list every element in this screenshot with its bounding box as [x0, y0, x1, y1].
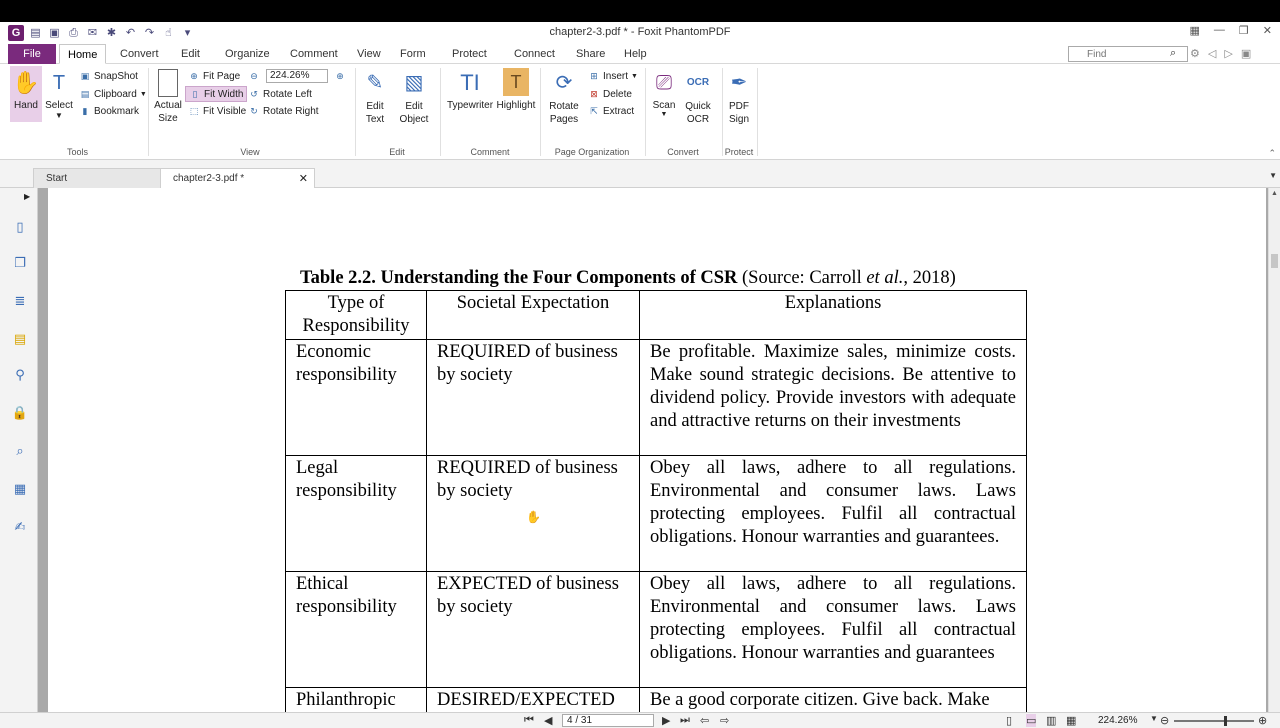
tab-view[interactable]: View: [357, 48, 381, 60]
print-icon[interactable]: ⎙: [69, 26, 78, 39]
zoom-slider-knob[interactable]: [1224, 716, 1227, 726]
edit-group-label: Edit: [389, 147, 405, 157]
protect-group-label: Protect: [724, 147, 754, 157]
fit-page-icon: ⊕: [190, 71, 198, 81]
tab-connect[interactable]: Connect: [514, 48, 555, 60]
tab-document[interactable]: chapter2-3.pdf * ✕: [160, 168, 315, 188]
fit-visible-button[interactable]: ⬚ Fit Visible: [189, 105, 247, 117]
save-icon[interactable]: ▣: [49, 26, 60, 39]
next-view-icon[interactable]: ⇨: [720, 715, 730, 727]
cell-explanation: Obey all laws, adhere to all regulations. Environmental and consumer laws. Laws protecting employees. Fulfil all contractual obligations. Honour warranties and guarantees.: [640, 456, 1027, 572]
zoom-level[interactable]: 224.26%: [1098, 715, 1138, 726]
bookmarks-panel-icon[interactable]: ❐: [14, 255, 26, 270]
tab-convert[interactable]: Convert: [120, 48, 159, 60]
clipboard-icon: ▤: [80, 89, 90, 99]
cell-expectation: REQUIRED of business by society: [427, 340, 640, 456]
continuous-view-icon[interactable]: ▭: [1026, 715, 1037, 727]
tab-comment[interactable]: Comment: [290, 48, 338, 60]
ribbon-home: [0, 64, 1280, 160]
expand-sidebar-icon[interactable]: ▶: [24, 192, 31, 201]
cell-expectation: DESIRED/EXPECTED: [427, 688, 640, 714]
fit-width-button[interactable]: ▯ Fit Width: [185, 86, 247, 102]
bookmark-button[interactable]: ▮ Bookmark: [79, 105, 139, 117]
signatures-panel-icon[interactable]: ✍: [14, 519, 26, 534]
scrollbar-thumb[interactable]: [1271, 254, 1278, 268]
tab-home[interactable]: Home: [59, 44, 106, 64]
zoom-dropdown-icon[interactable]: ▼: [1150, 714, 1158, 723]
redo-icon[interactable]: ↷: [144, 26, 155, 39]
cell-type: Ethical responsibility: [286, 572, 427, 688]
tab-edit[interactable]: Edit: [181, 48, 200, 60]
comments-panel-icon[interactable]: ▤: [13, 331, 27, 346]
layers-panel-icon[interactable]: ≣: [14, 293, 26, 308]
zoom-slider[interactable]: [1174, 720, 1254, 722]
page-icon: [158, 69, 178, 97]
tab-start[interactable]: Start: [33, 168, 163, 188]
gear-icon[interactable]: ⚙: [1190, 48, 1200, 60]
tab-form[interactable]: Form: [400, 48, 426, 60]
snapshot-button[interactable]: ▣ SnapShot: [80, 70, 138, 82]
title-bar: [0, 22, 1280, 44]
attachments-panel-icon[interactable]: ⚲: [15, 367, 25, 382]
group-divider: [355, 68, 356, 156]
menu-bar: [0, 44, 1280, 64]
tab-organize[interactable]: Organize: [225, 48, 270, 60]
cell-explanation: Be a good corporate citizen. Give back. Make: [640, 688, 1027, 714]
csr-components-table: [285, 290, 1027, 714]
rotate-left-icon: ↺: [250, 89, 258, 99]
next-page-icon[interactable]: ▶: [662, 715, 671, 727]
group-divider: [540, 68, 541, 156]
chevron-down-icon: ▼: [631, 72, 638, 80]
cell-explanation: Be profitable. Maximize sales, minimize costs. Make sound strategic decisions. Be attentive to dividend policy. Provide investors with adequate and attractive returns on their investments: [640, 340, 1027, 456]
find-options: [1190, 47, 1251, 60]
quick-ocr-button[interactable]: OCR Quick OCR: [682, 66, 714, 126]
zoom-in-icon: ⊕: [336, 71, 344, 81]
close-window-button[interactable]: ✕: [1262, 25, 1272, 37]
hand-cursor-icon: ✋: [526, 510, 541, 524]
last-page-icon[interactable]: ⏭: [680, 714, 690, 726]
tab-protect[interactable]: Protect: [452, 48, 487, 60]
clipboard-button[interactable]: ▤ Clipboard ▼: [80, 88, 147, 100]
document-viewer[interactable]: [38, 188, 1268, 712]
facing-view-icon[interactable]: ▥: [1046, 715, 1057, 727]
highlight-button[interactable]: T Highlight: [496, 66, 536, 111]
highlight-icon: T: [503, 68, 529, 96]
insert-page-icon: ⊞: [590, 71, 598, 81]
cell-explanation: Obey all laws, adhere to all regulations. Environmental and consumer laws. Laws protecting employees. Fulfil all contractual obligations. Honour warranties and guarantees: [640, 572, 1027, 688]
foxit-window: [0, 22, 1280, 727]
collapse-ribbon-icon[interactable]: ⌃: [1268, 148, 1276, 158]
delete-page-icon: ⊠: [590, 89, 598, 99]
insert-button[interactable]: ⊞ Insert ▼: [588, 70, 638, 82]
tab-list-icon[interactable]: ▼: [1269, 171, 1277, 180]
window-controls: [1190, 24, 1273, 37]
zoom-out-icon: ⊖: [250, 71, 258, 81]
hand-tool-dropdown-icon[interactable]: ☝: [165, 26, 172, 39]
pages-panel-icon[interactable]: ▯: [16, 219, 24, 234]
scan-button[interactable]: ⎚ Scan ▼: [648, 66, 680, 118]
previous-page-icon[interactable]: ◀: [544, 715, 553, 727]
rotate-left-button[interactable]: ↺ Rotate Left: [248, 88, 312, 100]
select-button[interactable]: T Select ▼: [44, 66, 74, 120]
rotate-pages-icon: ⟳: [555, 72, 573, 94]
file-menu[interactable]: File: [8, 44, 56, 64]
cell-expectation: REQUIRED of business by society: [427, 456, 640, 572]
cell-expectation: EXPECTED of business by society: [427, 572, 640, 688]
rotate-pages-button[interactable]: ⟳ Rotate Pages: [544, 66, 584, 126]
form-fields-icon[interactable]: ▦: [13, 481, 27, 496]
minimize-button[interactable]: —: [1213, 24, 1225, 36]
edit-object-icon: ▧: [404, 72, 424, 94]
header-explanations: Explanations: [640, 291, 1027, 340]
restore-button[interactable]: ❐: [1238, 25, 1249, 37]
vertical-scrollbar[interactable]: [1268, 188, 1280, 712]
edit-object-button[interactable]: ▧ Edit Object: [394, 66, 434, 126]
status-bar: [0, 712, 1280, 728]
page-number-input[interactable]: 4 / 31: [562, 714, 654, 727]
fit-page-button[interactable]: ⊕ Fit Page: [188, 70, 240, 82]
rotate-right-button[interactable]: ↻ Rotate Right: [248, 105, 319, 117]
single-page-view-icon[interactable]: ▯: [1006, 715, 1013, 727]
new-icon[interactable]: ✱: [106, 26, 117, 39]
typewriter-button[interactable]: TI Typewriter: [446, 66, 494, 111]
header-type: Type of Responsibility: [286, 291, 427, 340]
extract-page-icon: ⇱: [590, 106, 598, 116]
next-result-icon[interactable]: ▷: [1224, 48, 1233, 60]
page-organization-group-label: Page Organization: [554, 147, 630, 157]
ribbon-options-icon[interactable]: ▦: [1189, 25, 1200, 37]
actual-size-button[interactable]: Actual Size: [152, 66, 184, 125]
table-header-row: [286, 291, 1027, 340]
bookmark-icon: ▮: [82, 106, 88, 116]
open-icon[interactable]: ▤: [30, 26, 41, 39]
zoom-in-button[interactable]: [334, 70, 346, 82]
table-row: [286, 340, 1027, 456]
cell-type: Legal responsibility: [286, 456, 427, 572]
select-text-icon: T: [52, 72, 66, 94]
pen-sign-icon: ✒: [730, 72, 748, 94]
comment-group-label: Comment: [470, 147, 510, 157]
edit-text-button[interactable]: ✎ Edit Text: [358, 66, 392, 126]
ocr-icon: OCR: [686, 77, 710, 88]
pdf-page: [48, 188, 1266, 712]
delete-button[interactable]: ⊠ Delete: [588, 88, 632, 100]
security-lock-icon[interactable]: 🔒: [11, 405, 29, 420]
hand-button[interactable]: ✋ Hand: [10, 66, 42, 122]
tools-group-label: Tools: [66, 147, 88, 157]
scanner-icon: ⎚: [656, 72, 672, 94]
first-page-icon[interactable]: ⏮: [524, 714, 534, 726]
zoom-out-button[interactable]: [248, 70, 260, 82]
table-row: [286, 688, 1027, 714]
zoom-select[interactable]: 224.26%: [266, 69, 328, 83]
zoom-out-icon[interactable]: ⊖: [1160, 715, 1170, 727]
table-caption: Table 2.2. Understanding the Four Components of CSR (Source: Carroll et al., 2018): [300, 268, 956, 288]
zoom-in-icon[interactable]: ⊕: [1258, 715, 1268, 727]
tab-share[interactable]: Share: [576, 48, 606, 60]
cell-type: Philanthropic: [286, 688, 427, 714]
search-document-icon[interactable]: ⌕: [16, 443, 24, 458]
scroll-up-icon[interactable]: ▲: [1271, 190, 1278, 197]
view-group-label: View: [240, 147, 260, 157]
fit-width-icon: ▯: [192, 89, 198, 99]
header-expectation: Societal Expectation: [427, 291, 640, 340]
hand-icon: ✋: [12, 70, 40, 95]
previous-view-icon[interactable]: ⇦: [700, 715, 710, 727]
tab-help[interactable]: Help: [624, 48, 647, 60]
convert-group-label: Convert: [667, 147, 699, 157]
foxit-app-icon[interactable]: G: [8, 25, 24, 41]
typewriter-icon: TI: [460, 70, 480, 95]
previous-result-icon[interactable]: ◁: [1207, 48, 1217, 60]
extract-button[interactable]: ⇱ Extract: [588, 105, 634, 117]
chevron-down-icon: ▼: [55, 111, 63, 120]
chevron-down-icon: ▼: [660, 111, 668, 118]
edit-text-icon: ✎: [366, 72, 384, 94]
pdf-sign-button[interactable]: ✒ PDF Sign: [724, 66, 754, 126]
undo-icon[interactable]: ↶: [125, 26, 136, 39]
group-divider: [722, 68, 723, 156]
sign-in-icon[interactable]: ▣: [1240, 48, 1252, 60]
window-title: chapter2-3.pdf * - Foxit PhantomPDF: [549, 26, 731, 38]
chevron-down-icon: ▼: [139, 90, 147, 98]
search-icon[interactable]: ⌕: [1170, 47, 1177, 59]
camera-icon: ▣: [80, 71, 90, 81]
customize-toolbar-icon[interactable]: ▾: [184, 26, 191, 39]
table-row: [286, 456, 1027, 572]
group-divider: [757, 68, 758, 156]
rotate-right-icon: ↻: [250, 106, 258, 116]
group-divider: [645, 68, 646, 156]
group-divider: [440, 68, 441, 156]
table-row: [286, 572, 1027, 688]
cell-type: Economic responsibility: [286, 340, 427, 456]
email-icon[interactable]: ✉: [87, 26, 98, 39]
fit-visible-icon: ⬚: [189, 106, 199, 116]
document-tab-bar: [0, 166, 1280, 188]
close-tab-icon[interactable]: ✕: [298, 173, 308, 185]
navigation-sidebar: [0, 188, 38, 712]
continuous-facing-view-icon[interactable]: ▦: [1066, 715, 1077, 727]
